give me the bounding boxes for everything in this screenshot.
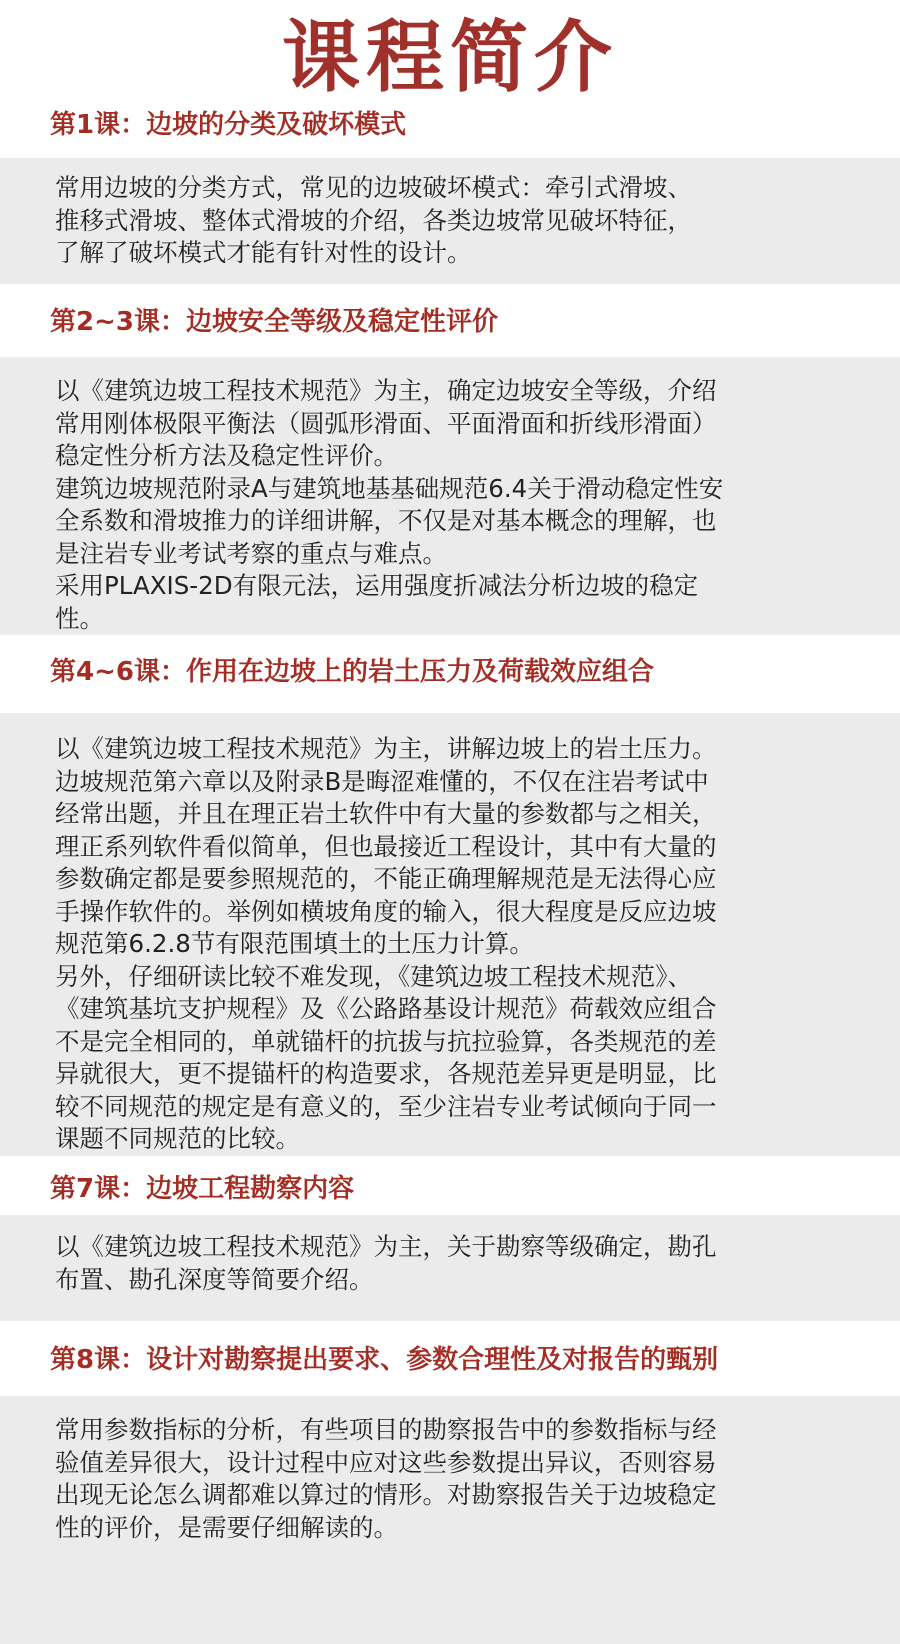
lesson-7-description [0, 1215, 900, 1321]
lesson-4-6-description [0, 713, 900, 1156]
lesson-2-3-paragraph-3: 采用PLAXIS-2D有限元法，运用强度折减法分析边坡的稳定 性。 [55, 571, 699, 633]
lesson-2-3-paragraph-2: 建筑边坡规范附录A与建筑地基基础规范6.4关于滑动稳定性安 全系数和滑坡推力的详细讲解，不仅是对基本概念的理解，也 是注岩专业考试考察的重点与难点。 [55, 473, 724, 568]
page-title: 课程简介 [281, 13, 618, 103]
lesson-2-3-heading: 第2~3课：边坡安全等级及稳定性评价 [50, 307, 498, 337]
lesson-8-paragraph-1: 常用参数指标的分析，有些项目的勘察报告中的参数指标与经 验值差异很大，设计过程中应对这些参数提出异议，否则容易 出现无论怎么调都难以算过的情形。对勘察报告关于边坡稳定 性的评价，是需要仔细解读的。 [55, 1415, 717, 1542]
lesson-7-paragraph-1: 以《建筑边坡工程技术规范》为主，关于勘察等级确定，勘孔 布置、勘孔深度等简要介绍。 [55, 1232, 717, 1294]
lesson-4-6-paragraph-2: 另外，仔细研读比较不难发现，《建筑边坡工程技术规范》、 《建筑基坑支护规程》及《公路路基设计规范》荷载效应组合 不是完全相同的，单就锚杆的抗拔与抗拉验算，各类规范的差 异就很大，更不提锚杆的构造要求，各规范差异更是明显，比 较不同规范的规定是有意义的，至少注岩专业考试倾向于同一 课题不同规范的比较。 [55, 961, 717, 1153]
lesson-2-3-paragraph-1: 以《建筑边坡工程技术规范》为主，确定边坡安全等级，介绍 常用刚体极限平衡法（圆弧形滑面、平面滑面和折线形滑面） 稳定性分析方法及稳定性评价。 [55, 376, 717, 470]
lesson-4-6-heading: 第4~6课：作用在边坡上的岩土压力及荷载效应组合 [50, 657, 654, 687]
lesson-8-heading: 第8课：设计对勘察提出要求、参数合理性及对报告的甄别 [50, 1345, 719, 1375]
lesson-2-3-description [0, 357, 900, 635]
lesson-7-heading: 第7课：边坡工程勘察内容 [50, 1174, 355, 1204]
lesson-1-heading: 第1课：边坡的分类及破坏模式 [50, 110, 407, 140]
lesson-1-description [0, 158, 900, 284]
lesson-4-6-paragraph-1: 以《建筑边坡工程技术规范》为主，讲解边坡上的岩土压力。 边坡规范第六章以及附录B是晦涩难懂的，不仅在注岩考试中 经常出题，并且在理正岩土软件中有大量的参数都与之相关， 理正系列软件看似简单，但也最接近工程设计，其中有大量的 参数确定都是要参照规范的，不能正确理解规范是无法得心应 手操作软件的。举例如横坡角度的输入，很大程度是反应边坡 规范第6.2.8节有限范围填土的土压力计算。 [55, 734, 717, 958]
lesson-8-description [0, 1396, 900, 1644]
lesson-1-paragraph-1: 常用边坡的分类方式，常见的边坡破坏模式：牵引式滑坡、 推移式滑坡、整体式滑坡的介绍，各类边坡常见破坏特征， 了解了破坏模式才能有针对性的设计。 [55, 173, 692, 267]
